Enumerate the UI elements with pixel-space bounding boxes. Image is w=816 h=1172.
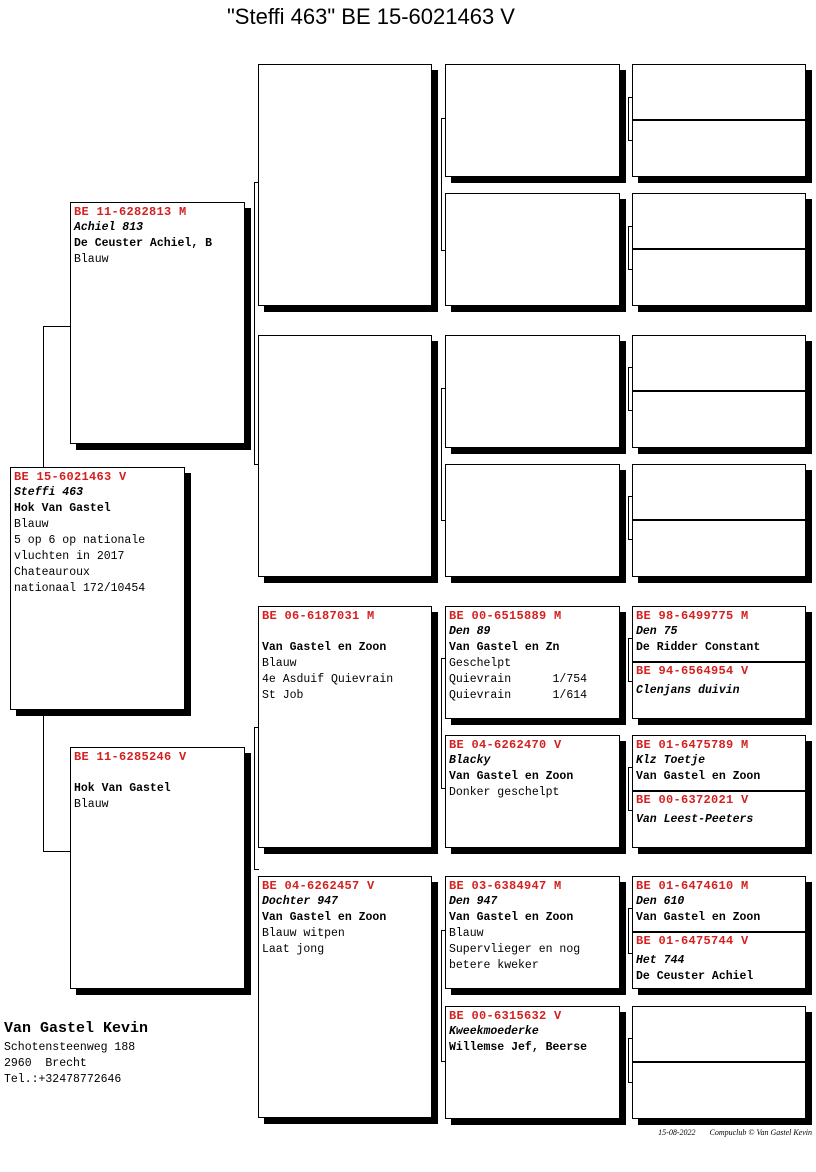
card-divider xyxy=(633,390,805,392)
card-divider xyxy=(633,1061,805,1063)
detail-line: Blauw xyxy=(262,657,297,670)
father-card[interactable] xyxy=(70,202,245,444)
ring-number: BE 06-6187031 M xyxy=(262,609,375,623)
detail-line: Supervlieger en nog xyxy=(449,943,581,956)
print-date: 15-08-2022 xyxy=(658,1128,696,1137)
mother-card[interactable] xyxy=(70,747,245,989)
detail-line: Blauw xyxy=(14,518,49,531)
mff-card[interactable] xyxy=(445,606,620,719)
subject-pigeon-card[interactable] xyxy=(10,467,185,710)
detail-line: betere kweker xyxy=(449,959,539,972)
owner-name: Van Gastel en Zoon xyxy=(636,770,761,783)
ancestor-card-empty[interactable] xyxy=(445,464,620,577)
ring-number: BE 00-6515889 M xyxy=(449,609,562,623)
detail-line: Quievrain 1/614 xyxy=(449,689,588,702)
pigeon-name: Den 610 xyxy=(636,895,685,908)
pigeon-name: Achiel 813 xyxy=(74,221,144,234)
gen5-card-empty[interactable] xyxy=(632,464,806,577)
ring-number: BE 03-6384947 M xyxy=(449,879,562,893)
ring-number: BE 04-6262470 V xyxy=(449,738,562,752)
pigeon-name: Steffi 463 xyxy=(14,486,84,499)
detail-line: 5 op 6 op nationale xyxy=(14,534,146,547)
connector-line xyxy=(43,712,71,852)
pigeon-name: Clenjans duivin xyxy=(636,684,740,697)
mother-mother-card[interactable] xyxy=(258,876,432,1118)
pigeon-name: Het 744 xyxy=(636,954,685,967)
gen5-card-mff[interactable] xyxy=(632,606,806,719)
pedigree-title: "Steffi 463" BE 15-6021463 V xyxy=(227,4,515,29)
owner-name: Van Gastel en Zoon xyxy=(262,641,387,654)
owner-name: De Ceuster Achiel, B xyxy=(74,237,213,250)
card-divider xyxy=(633,119,805,121)
pigeon-name: Van Leest-Peeters xyxy=(636,813,754,826)
ancestor-card-empty[interactable] xyxy=(445,335,620,448)
pigeon-name xyxy=(74,765,241,781)
pigeon-name: Blacky xyxy=(449,754,491,767)
detail-line: Chateauroux xyxy=(14,566,90,579)
ancestor-card-empty[interactable] xyxy=(445,64,620,177)
detail-line: Blauw xyxy=(74,253,109,266)
ring-number: BE 01-6475744 V xyxy=(636,934,749,948)
detail-line: Donker geschelpt xyxy=(449,786,560,799)
detail-line: Blauw witpen xyxy=(262,927,345,940)
mfm-card[interactable] xyxy=(445,735,620,848)
owner-name: De Ceuster Achiel xyxy=(636,970,754,983)
ring-number: BE 94-6564954 V xyxy=(636,664,749,678)
owner-name: De Ridder Constant xyxy=(636,641,761,654)
pigeon-name: Den 75 xyxy=(636,625,678,638)
owner-name: Van Gastel en Zoon xyxy=(262,911,387,924)
footer-credit: Compuclub © Van Gastel Kevin xyxy=(709,1128,812,1137)
detail-line: Blauw xyxy=(74,798,109,811)
ring-number: BE 04-6262457 V xyxy=(262,879,375,893)
father-father-card-empty[interactable] xyxy=(258,64,432,306)
mother-father-card[interactable] xyxy=(258,606,432,848)
mmm-card[interactable] xyxy=(445,1006,620,1119)
breeder-street: Schotensteenweg 188 xyxy=(4,1041,136,1054)
detail-line: Geschelpt xyxy=(449,657,512,670)
pigeon-name: Den 947 xyxy=(449,895,498,908)
gen5-card-mmf[interactable] xyxy=(632,876,806,989)
gen5-card-empty[interactable] xyxy=(632,1006,806,1119)
owner-name: Willemse Jef, Beerse xyxy=(449,1041,588,1054)
detail-line: vluchten in 2017 xyxy=(14,550,125,563)
pigeon-name: Dochter 947 xyxy=(262,895,338,908)
owner-name: Hok Van Gastel xyxy=(14,502,111,515)
detail-line: Laat jong xyxy=(262,943,325,956)
ring-number: BE 11-6285246 V xyxy=(74,750,187,764)
gen5-card-empty[interactable] xyxy=(632,193,806,306)
owner-name: Van Gastel en Zoon xyxy=(636,911,761,924)
ring-number: BE 01-6474610 M xyxy=(636,879,749,893)
card-divider xyxy=(633,519,805,521)
card-divider xyxy=(633,248,805,250)
detail-line: nationaal 172/10454 xyxy=(14,582,146,595)
mmf-card[interactable] xyxy=(445,876,620,989)
ring-number: BE 00-6315632 V xyxy=(449,1009,562,1023)
connector-line xyxy=(43,326,71,467)
breeder-phone: Tel.:+32478772646 xyxy=(4,1073,122,1086)
pigeon-name: Den 89 xyxy=(449,625,491,638)
father-mother-card-empty[interactable] xyxy=(258,335,432,577)
ring-number: BE 98-6499775 M xyxy=(636,609,749,623)
gen5-card-empty[interactable] xyxy=(632,64,806,177)
detail-line: St Job xyxy=(262,689,304,702)
ring-number: BE 15-6021463 V xyxy=(14,470,127,484)
owner-name: Van Gastel en Zoon xyxy=(449,770,574,783)
breeder-city: 2960 Brecht xyxy=(4,1057,87,1070)
owner-name: Van Gastel en Zn xyxy=(449,641,560,654)
gen5-card-empty[interactable] xyxy=(632,335,806,448)
footer xyxy=(0,1128,812,1137)
detail-line: Blauw xyxy=(449,927,484,940)
ring-number: BE 01-6475789 M xyxy=(636,738,749,752)
pigeon-name: Kweekmoederke xyxy=(449,1025,539,1038)
ring-number: BE 00-6372021 V xyxy=(636,793,749,807)
gen5-card-mfm[interactable] xyxy=(632,735,806,848)
breeder-info xyxy=(4,1018,148,1088)
ancestor-card-empty[interactable] xyxy=(445,193,620,306)
detail-line: Quievrain 1/754 xyxy=(449,673,588,686)
breeder-name: Van Gastel Kevin xyxy=(4,1020,149,1037)
pigeon-name: Klz Toetje xyxy=(636,754,706,767)
owner-name: Van Gastel en Zoon xyxy=(449,911,574,924)
ring-number: BE 11-6282813 M xyxy=(74,205,187,219)
owner-name: Hok Van Gastel xyxy=(74,782,171,795)
pigeon-name xyxy=(262,624,428,640)
detail-line: 4e Asduif Quievrain xyxy=(262,673,394,686)
